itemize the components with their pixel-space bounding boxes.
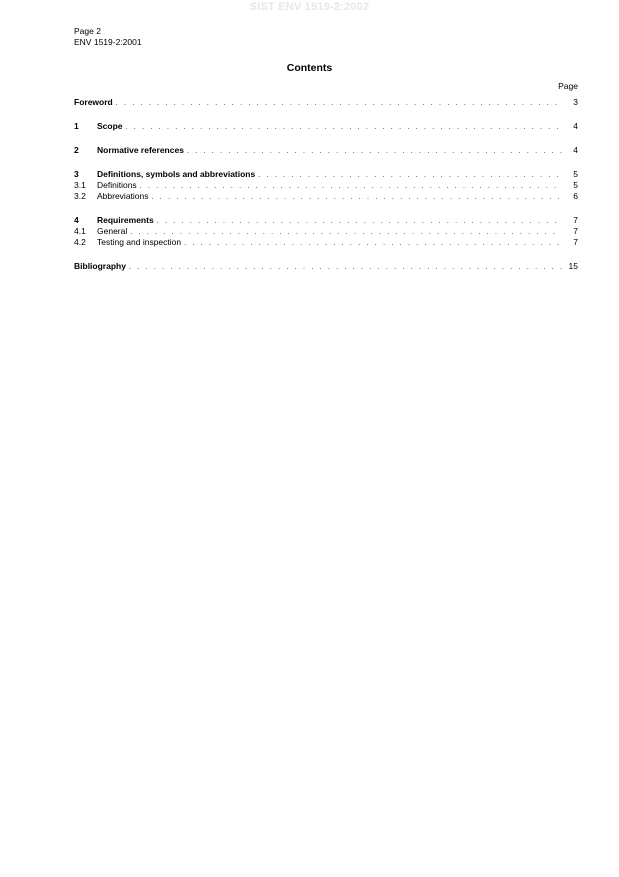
leader-dots	[130, 227, 562, 238]
toc-entry-label: General	[97, 226, 128, 236]
toc-entry-page: 7	[573, 226, 578, 236]
toc-entry-label: Testing and inspection	[97, 237, 182, 247]
toc-entry-number: 4	[74, 215, 79, 225]
toc-entry-definitions-symbols-abbreviations[interactable]	[74, 169, 578, 180]
toc-entry-number: 4.1	[74, 226, 86, 236]
leader-dots	[116, 98, 562, 109]
toc-entry-foreword[interactable]	[74, 97, 578, 108]
document-id: ENV 1519-2:2001	[74, 37, 142, 47]
toc-entry-page: 3	[573, 97, 578, 107]
leader-dots	[187, 146, 562, 157]
toc-entry-page: 5	[573, 180, 578, 190]
leader-dots	[152, 192, 562, 203]
toc-entry-label: Definitions	[97, 180, 137, 190]
toc-entry-number: 3.2	[74, 191, 86, 201]
toc-entry-number: 2	[74, 145, 79, 155]
toc-entry-label: Requirements	[97, 215, 154, 225]
leader-dots	[157, 216, 562, 227]
toc-entry-page: 6	[573, 191, 578, 201]
leader-dots	[184, 238, 562, 249]
toc-entry-page: 4	[573, 121, 578, 131]
toc-entry-requirements[interactable]	[74, 215, 578, 226]
toc-entry-testing-and-inspection[interactable]	[74, 237, 578, 248]
toc-entry-page: 4	[573, 145, 578, 155]
toc-entry-number: 4.2	[74, 237, 86, 247]
leader-dots	[126, 122, 562, 133]
toc-entry-scope[interactable]	[74, 121, 578, 132]
toc-entry-general[interactable]	[74, 226, 578, 237]
toc-entry-label: Normative references	[97, 145, 184, 155]
leader-dots	[140, 181, 562, 192]
page-header	[74, 26, 142, 48]
toc-entry-page: 7	[573, 215, 578, 225]
toc-entry-abbreviations[interactable]	[74, 191, 578, 202]
toc-entry-number: 3.1	[74, 180, 86, 190]
toc-entry-bibliography[interactable]	[74, 261, 578, 272]
toc-entry-normative-references[interactable]	[74, 145, 578, 156]
toc-entry-number: 3	[74, 169, 79, 179]
toc-entry-number: 1	[74, 121, 79, 131]
leader-dots	[258, 170, 562, 181]
page-column-label: Page	[558, 81, 578, 91]
toc-entry-page: 7	[573, 237, 578, 247]
table-of-contents	[74, 97, 578, 272]
toc-entry-label: Abbreviations	[97, 191, 149, 201]
toc-entry-label: Definitions, symbols and abbreviations	[97, 169, 256, 179]
toc-entry-label: Foreword	[74, 97, 113, 107]
leader-dots	[129, 262, 562, 273]
toc-entry-label: Scope	[97, 121, 123, 131]
toc-entry-page: 15	[568, 261, 578, 271]
page-number: Page 2	[74, 26, 101, 36]
watermark-text: SIST ENV 1519-2:2002	[249, 1, 370, 13]
toc-entry-definitions[interactable]	[74, 180, 578, 191]
toc-entry-page: 5	[573, 169, 578, 179]
page-title: Contents	[286, 62, 333, 74]
toc-entry-label: Bibliography	[74, 261, 126, 271]
